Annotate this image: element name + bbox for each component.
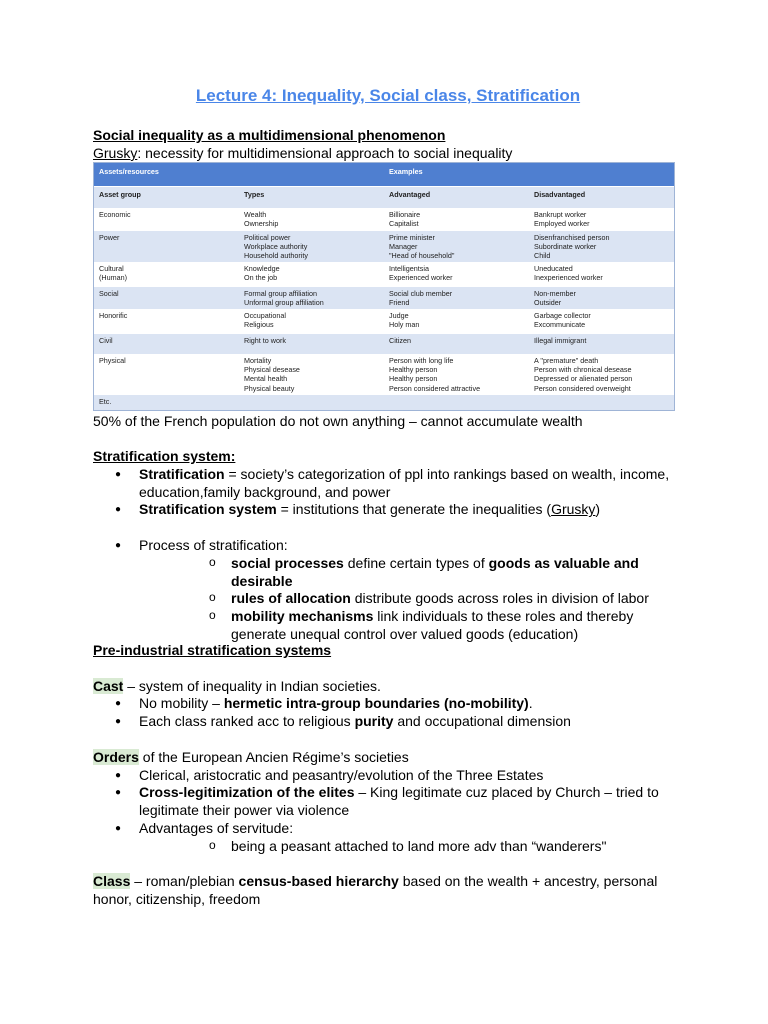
table-cell: Billionaire Capitalist [389, 210, 421, 229]
paren-close: ) [595, 501, 601, 518]
table-cell: Occupational Religious [244, 311, 286, 330]
grusky-line [93, 145, 683, 163]
heading-preindustrial: Pre-industrial stratification systems [93, 642, 332, 658]
bullet-no-mobility [93, 695, 683, 713]
table-cell: Social club member Friend [389, 289, 453, 308]
text-class: – roman/plebian [130, 873, 239, 890]
grusky-text: : necessity for multidimensional approach to social inequality [137, 145, 513, 161]
text-purity: Each class ranked acc to religious [139, 713, 355, 730]
table-row [94, 354, 674, 395]
table-cell: Judge Holy man [389, 311, 420, 330]
heading-inequality: Social inequality as a multidimensional phenomenon [93, 127, 446, 143]
grusky-link-2[interactable]: Grusky [551, 501, 596, 518]
text-servitude: Advantages of servitude: [139, 819, 294, 836]
col-asset-group: Asset group [99, 190, 141, 199]
period: . [528, 695, 533, 712]
sub-social-processes [139, 555, 683, 591]
preindustrial-section [93, 642, 683, 909]
table-cell: A "premature" death Person with chronical desease Depressed or alienated person Person considered overweight [534, 356, 633, 393]
process-label: Process of stratification: [139, 536, 288, 553]
table-cell: Formal group affiliation Unformal group affiliation [244, 289, 324, 308]
text-cross-legit: – King legitimate cuz placed by Church – tried to legitimate their power via violence [139, 784, 659, 819]
page-title: Lecture 4: Inequality, Social class, Stratification [195, 86, 581, 105]
bullet-process [93, 537, 683, 644]
table-cell: Person with long life Healthy person Healthy person Person considered attractive [389, 356, 481, 393]
text-class-end: based on the wealth + ancestry, personal honor, citizenship, freedom [93, 873, 658, 908]
sub-peasant: o being a peasant attached to land more adv than “wanderers" [139, 838, 683, 856]
text-mobility: link individuals to these roles and thereby generate unequal control over valued goods (education) [231, 608, 634, 642]
table-row [94, 334, 674, 354]
col-advantaged: Advantaged [389, 190, 431, 199]
table-cell: Disenfranchised person Subordinate worker Child [534, 233, 610, 261]
section-heading-inequality [93, 127, 683, 145]
bullet-stratification-system [93, 501, 683, 519]
table-cell: Mortality Physical desease Mental health Physical beauty [244, 356, 300, 393]
table-cell: Prime minister Manager "Head of household" [389, 233, 455, 261]
col-disadvantaged: Disadvantaged [534, 190, 586, 199]
table-cell: Bankrupt worker Employed worker [534, 210, 590, 229]
grusky-link[interactable]: Grusky [93, 145, 138, 161]
term-social-processes: social processes [231, 554, 344, 571]
table-cell: Uneducated Inexperienced worker [534, 264, 603, 283]
table-cell: Garbage collector Excommunicate [534, 311, 591, 330]
class-line [93, 873, 683, 909]
table-cell: Citizen [389, 336, 411, 345]
orders-line [93, 749, 683, 767]
term-mobility: mobility mechanisms [231, 608, 374, 625]
table-cell: Economic [99, 210, 131, 219]
table-cell: Illegal immigrant [534, 336, 587, 345]
table-column-headers [94, 186, 674, 209]
sub-mobility-mechanisms [139, 608, 683, 644]
term-goods: goods as valuable and desirable [231, 554, 639, 589]
table-cell: Intelligentsia Experienced worker [389, 264, 453, 283]
text-orders: of the European Ancien Régime’s societies [138, 748, 409, 765]
table-row [94, 309, 674, 334]
table-top-header [94, 163, 674, 186]
term-stratification: Stratification [139, 465, 225, 482]
text-purity-end: and occupational dimension [393, 713, 571, 730]
table-cell: Cultural (Human) [99, 264, 127, 283]
heading-stratification: Stratification system: [93, 448, 236, 464]
term-purity: purity [354, 713, 394, 730]
term-stratification-system: Stratification system [139, 501, 277, 518]
text-social-processes: define certain types of [343, 554, 489, 571]
table-cell: Right to work [244, 336, 286, 345]
col-types: Types [244, 190, 265, 199]
def-stratification: = society’s categorization of ppl into rankings based on wealth, income, education,family background, and power [139, 465, 670, 500]
table-cell: Social [99, 289, 119, 298]
text-rules: distribute goods across roles in division of labor [350, 590, 649, 607]
table-row [94, 231, 674, 262]
table-row [94, 262, 674, 287]
term-census: census-based hierarchy [238, 873, 399, 890]
table-header-examples: Examples [389, 167, 423, 176]
table-cell: Political power Workplace authority Household authority [244, 233, 308, 261]
stratification-section [93, 448, 683, 644]
table-header-assets: Assets/resources [99, 167, 159, 176]
table-cell: Civil [99, 336, 113, 345]
table-row [94, 287, 674, 309]
def-stratification-system: = institutions that generate the inequalities ( [276, 501, 552, 518]
bullet-three-estates: ● Clerical, aristocratic and peasantry/evolution of the Three Estates [93, 767, 683, 785]
term-cast: Cast [93, 677, 124, 694]
table-cell: Knowledge On the job [244, 264, 280, 283]
table-cell: Honorific [99, 311, 128, 320]
french-population-line: 50% of the French population do not own anything – cannot accumulate wealth [93, 413, 583, 429]
table-cell: Physical [99, 356, 126, 365]
table-cell: Etc. [99, 397, 112, 406]
sub-rules-allocation [139, 590, 683, 608]
text-no-mobility: No mobility – [139, 695, 224, 712]
asset-groups-table [93, 162, 675, 411]
table-row [94, 395, 674, 411]
table-cell: Non-member Outsider [534, 289, 576, 308]
term-orders: Orders [93, 748, 139, 765]
cast-line [93, 678, 683, 696]
bullet-stratification [93, 466, 683, 502]
table-cell: Wealth Ownership [244, 210, 279, 229]
term-cross-legit: Cross-legitimization of the elites [139, 784, 355, 801]
table-row [94, 208, 674, 231]
term-rules: rules of allocation [231, 590, 351, 607]
bullet-cross-legitimization [93, 784, 683, 820]
bullet-servitude [93, 820, 683, 856]
bullet-purity [93, 713, 683, 731]
term-class: Class [93, 873, 131, 890]
table-cell: Power [99, 233, 120, 242]
text-cast: – system of inequality in Indian societies. [123, 677, 381, 694]
term-hermetic: hermetic intra-group boundaries (no-mobility) [223, 695, 529, 712]
